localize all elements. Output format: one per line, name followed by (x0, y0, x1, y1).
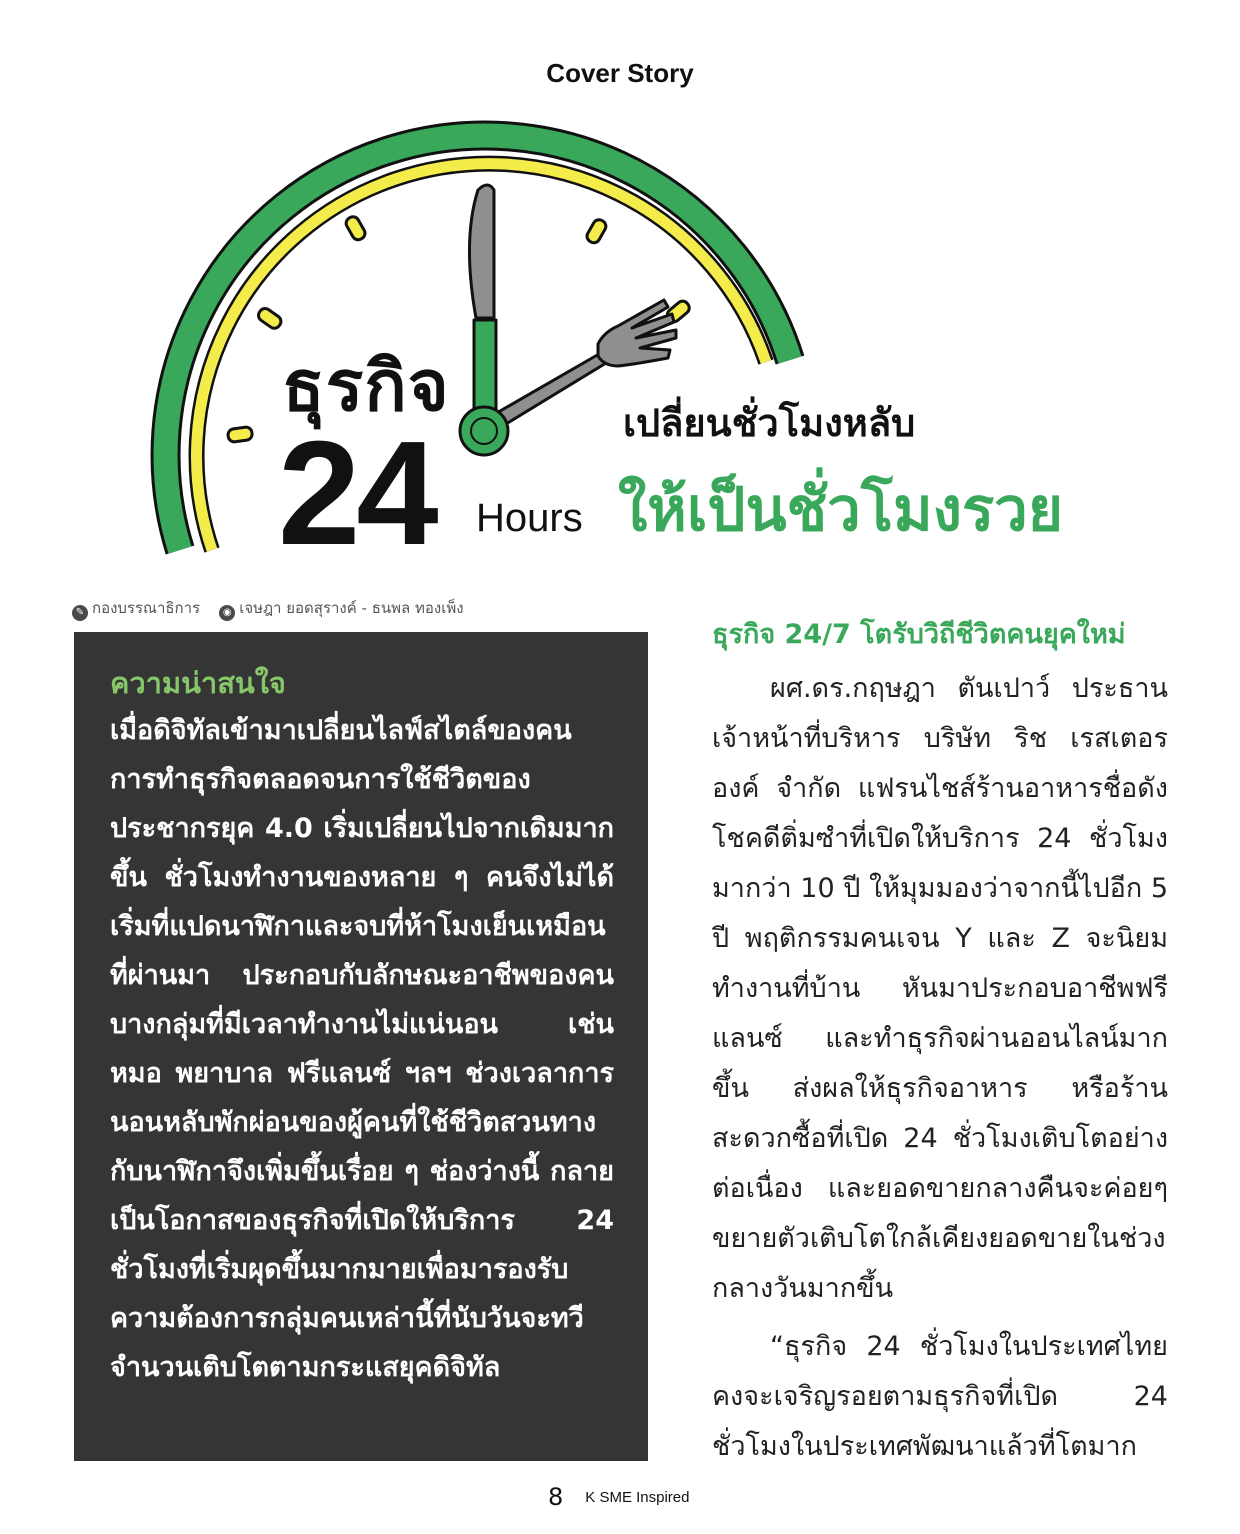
pencil-icon: ✎ (72, 605, 88, 621)
subtitle-line1: เปลี่ยนชั่วโมงหลับ (623, 401, 916, 445)
title-24: 24 (278, 411, 435, 576)
section-label: Cover Story (546, 58, 694, 88)
magazine-name: K SME Inspired (585, 1489, 690, 1506)
article-column (712, 612, 1168, 1480)
article-paragraph-1: ผศ.ดร.กฤษฎา ตันเปาว์ ประธานเจ้าหน้าที่บริหาร บริษัท ริช เรสเตอรองค์ จำกัด แฟรนไชส์ร้านอาหารชื่อดังโชคดีติ่มซำที่เปิดให้บริการ 24 ชั่วโมงมากว่า 10 ปี ให้มุมมองว่าจากนี้ไปอีก 5 ปี พฤติกรรมคนเจน Y และ Z จะนิยมทำงานที่บ้าน หันมาประกอบอาชีพฟรีแลนซ์ และทำธุรกิจผ่านออนไลน์มากขึ้น ส่งผลให้ธุรกิจอาหาร หรือร้านสะดวกซื้อที่เปิด 24 ชั่วโมงเติบโตอย่างต่อเนื่อง และยอดขายกลางคืนจะค่อยๆ ขยายตัวเติบโตใกล้เคียงยอดขายในช่วงกลางวันมากขึ้น (712, 673, 1168, 1304)
article-paragraph-2: “ธุรกิจ 24 ชั่วโมงในประเทศไทยคงจะเจริญรอยตามธุรกิจที่เปิด 24 ชั่วโมงในประเทศพัฒนาแล้วที่โตมาก (712, 1331, 1168, 1462)
credit-editor: กองบรรณาธิการ (92, 599, 201, 617)
page-number: 8 (548, 1483, 564, 1511)
knife-icon (469, 185, 496, 410)
title-hours: Hours (476, 496, 583, 540)
page-footer (548, 1483, 690, 1511)
camera-icon: ◉ (219, 605, 235, 621)
highlight-title: ความน่าสนใจ (110, 666, 286, 700)
credits (72, 596, 464, 621)
highlight-body: เมื่อดิจิทัลเข้ามาเปลี่ยนไลฟ์สไตล์ของคน การทำธุรกิจตลอดจนการใช้ชีวิตของประชากรยุค 4.0 เริ่มเปลี่ยนไปจากเดิมมากขึ้น ชั่วโมงทำงานของหลาย ๆ คนจึงไม่ได้เริ่มที่แปดนาฬิกาและจบที่ห้าโมงเย็นเหมือนที่ผ่านมา ประกอบกับลักษณะอาชีพของคนบางกลุ่มที่มีเวลาทำงานไม่แน่นอน เช่น หมอ พยาบาล ฟรีแลนซ์ ฯลฯ ช่วงเวลาการนอนหลับพักผ่อนของผู้คนที่ใช้ชีวิตสวนทางกับนาฬิกาจึงเพิ่มขึ้นเรื่อย ๆ ช่องว่างนี้ กลายเป็นโอกาสของธุรกิจที่เปิดให้บริการ 24 ชั่วโมงที่เริ่มผุดขึ้นมากมายเพื่อมารองรับความต้องการกลุ่มคนเหล่านี้ที่นับวันจะทวีจำนวนเติบโตตามกระแสยุคดิจิทัล (110, 715, 614, 1383)
article-heading: ธุรกิจ 24/7 โตรับวิถีชีวิตคนยุคใหม่ (712, 619, 1126, 650)
subtitle-line2: ให้เป็นชั่วโมงรวย (618, 475, 1064, 545)
title-business: ธุรกิจ (282, 345, 450, 427)
highlight-box (74, 632, 648, 1461)
credit-photo: เจษฎา ยอดสุรางค์ - ธนพล ทองเพ็ง (239, 599, 464, 617)
